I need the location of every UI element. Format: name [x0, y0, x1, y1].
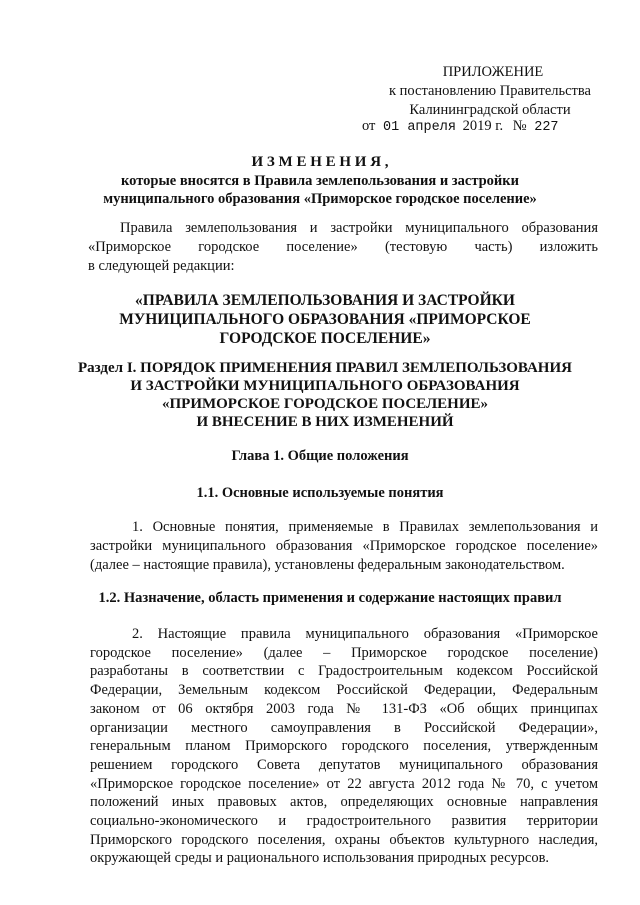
paragraph-1 [90, 518, 598, 574]
appendix-label: ПРИЛОЖЕНИЕ [442, 64, 544, 80]
section-1-line-2: И ЗАСТРОЙКИ МУНИЦИПАЛЬНОГО ОБРАЗОВАНИЯ [130, 378, 520, 394]
date-prefix: от [362, 118, 376, 134]
subsection-1-1-heading: 1.1. Основные используемые понятия [196, 485, 444, 501]
paragraph-2 [90, 625, 598, 868]
paragraph-2-line-2: городское поселение» (далее – Приморское городское поселение) [90, 644, 598, 661]
paragraph-2-line-5: законом от 06 октября 2003 года № 131-ФЗ «Об общих принципах [90, 700, 598, 717]
paragraph-2-line-1: 2. Настоящие правила муниципального образования «Приморское [132, 626, 598, 642]
paragraph-2-line-10: положений иных правовых актов, определяющих основные направления [90, 794, 598, 811]
paragraph-2-line-9: «Приморское городское поселение» от 22 августа 2012 года № 70, с учетом [90, 775, 598, 792]
date-value: 01 апреля [383, 120, 456, 135]
changes-title: И З М Е Н Е Н И Я , [251, 154, 389, 170]
paragraph-1-line-1: 1. Основные понятия, применяемые в Правилах землепользования и [132, 519, 598, 535]
appendix-date-line [362, 118, 602, 135]
paragraph-2-line-12: Приморского городского поселения, охраны объектов культурного наследия, [90, 831, 598, 848]
section-1-line-4: И ВНЕСЕНИЕ В НИХ ИЗМЕНЕНИЙ [196, 414, 454, 430]
intro-paragraph [88, 219, 598, 275]
rules-title [60, 291, 590, 348]
paragraph-1-line-3: (далее – настоящие правила), установлены федеральным законодательством. [90, 556, 565, 573]
changes-subtitle-line-2: муниципального образования «Приморское городское поселение» [103, 191, 537, 207]
paragraph-2-line-7: генеральным планом Приморского городского поселения, утвержденным [90, 738, 598, 755]
intro-line-2: «Приморское городское поселение» (тестовую часть) изложить [88, 238, 598, 255]
section-1-heading [50, 359, 600, 431]
paragraph-2-line-3: разработаны в соответствии с Градостроительным кодексом Российской [90, 663, 598, 680]
paragraph-1-line-2: застройки муниципального образования «Приморское городское поселение» [90, 537, 598, 554]
date-year: 2019 г. [462, 118, 504, 134]
rules-title-line-2: МУНИЦИПАЛЬНОГО ОБРАЗОВАНИЯ «ПРИМОРСКОЕ [119, 311, 531, 328]
decree-number: 227 [534, 120, 559, 135]
paragraph-2-line-4: Федерации, Земельным кодексом Российской Федерации, Федеральным [90, 682, 598, 699]
rules-title-line-3: ГОРОДСКОЕ ПОСЕЛЕНИЕ» [219, 330, 431, 347]
changes-subtitle [60, 172, 580, 208]
appendix-block [370, 63, 610, 120]
paragraph-2-line-13: окружающей среды и рационального использования природных ресурсов. [90, 850, 550, 867]
number-sign: № [512, 118, 527, 134]
intro-line-3: в следующей редакции: [88, 257, 235, 274]
section-1-line-3: «ПРИМОРСКОЕ ГОРОДСКОЕ ПОСЕЛЕНИЕ» [161, 396, 488, 412]
paragraph-2-line-8: решением городского Совета депутатов муниципального образования [90, 756, 598, 773]
section-1-line-1: Раздел I. ПОРЯДОК ПРИМЕНЕНИЯ ПРАВИЛ ЗЕМЛЕПОЛЬЗОВАНИЯ [78, 360, 572, 376]
appendix-decree-line: к постановлению Правительства [389, 83, 591, 99]
appendix-region-line: Калининградской области [409, 102, 571, 118]
intro-line-1: Правила землепользования и застройки муниципального образования [120, 220, 598, 236]
changes-subtitle-line-1: которые вносятся в Правила землепользования и застройки [121, 173, 519, 189]
rules-title-line-1: «ПРАВИЛА ЗЕМЛЕПОЛЬЗОВАНИЯ И ЗАСТРОЙКИ [135, 292, 515, 309]
subsection-1-2-heading: 1.2. Назначение, область применения и содержание настоящих правил [98, 590, 562, 606]
paragraph-2-line-6: организации местного самоуправления в Российской Федерации», [90, 719, 598, 736]
changes-heading [0, 154, 640, 171]
paragraph-2-line-11: социально-экономического и градостроительного развития территории [90, 813, 598, 830]
chapter-1-heading: Глава 1. Общие положения [231, 448, 409, 464]
